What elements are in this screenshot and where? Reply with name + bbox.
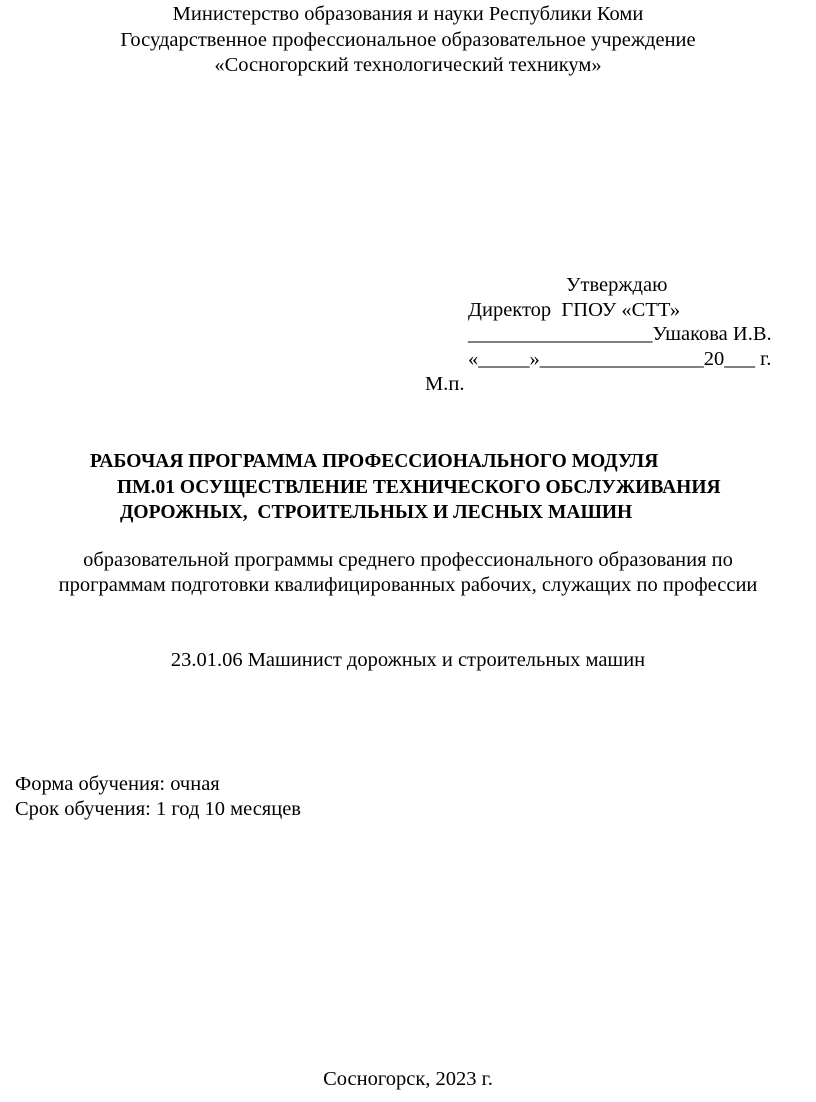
- subtitle-line1: образовательной программы среднего профессионального образования по: [83, 549, 733, 571]
- institution-type: Государственное профессиональное образовательное учреждение: [120, 29, 696, 51]
- stamp-label: М.п.: [425, 373, 465, 395]
- study-duration: Срок обучения: 1 год 10 месяцев: [15, 798, 301, 820]
- study-form: Форма обучения: очная: [15, 773, 220, 795]
- document-title-line2: ПМ.01 ОСУЩЕСТВЛЕНИЕ ТЕХНИЧЕСКОГО ОБСЛУЖИВАНИЯ: [117, 477, 721, 498]
- document-title-line1: РАБОЧАЯ ПРОГРАММА ПРОФЕССИОНАЛЬНОГО МОДУЛЯ: [90, 451, 659, 472]
- institution-name: «Сосногорский технологический техникум»: [214, 54, 602, 76]
- place-year: Сосногорск, 2023 г.: [323, 1068, 493, 1090]
- signature-line: __________________Ушакова И.В.: [468, 323, 772, 345]
- ministry-name: Министерство образования и науки Республики Коми: [172, 3, 644, 25]
- document-title-line3: ДОРОЖНЫХ, СТРОИТЕЛЬНЫХ И ЛЕСНЫХ МАШИН: [120, 502, 633, 523]
- approve-label: Утверждаю: [566, 274, 668, 296]
- profession-code: 23.01.06 Машинист дорожных и строительных машин: [170, 649, 646, 671]
- date-line: «_____»________________20___ г.: [468, 348, 772, 370]
- subtitle-line2: программам подготовки квалифицированных рабочих, служащих по профессии: [58, 574, 758, 596]
- director-label: Директор ГПОУ «СТТ»: [468, 299, 681, 321]
